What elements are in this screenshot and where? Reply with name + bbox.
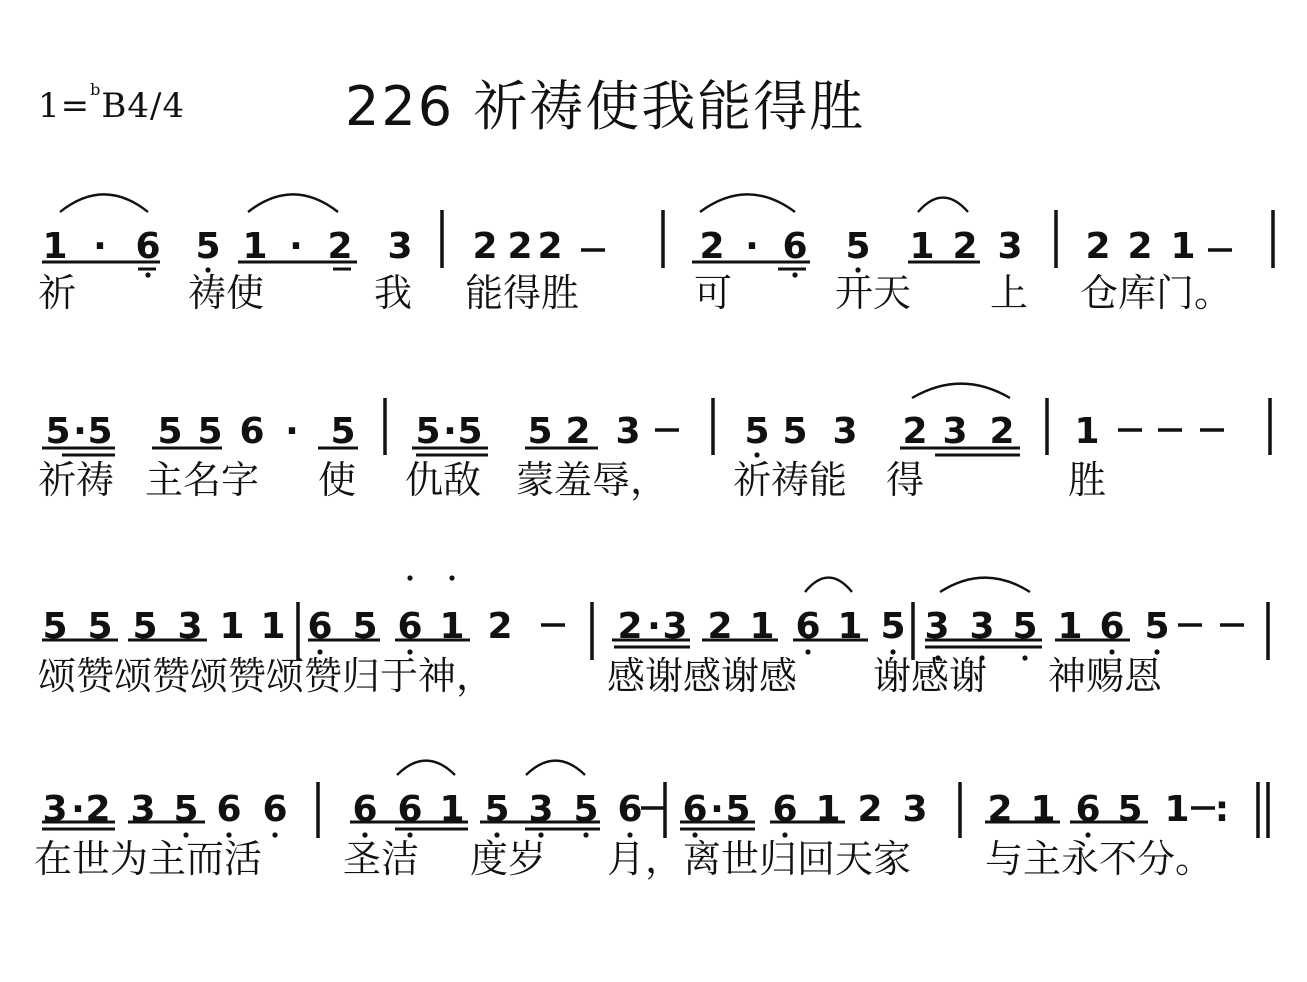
note-glyph: 3 [615,411,641,452]
note-glyph: 3 [997,226,1023,267]
note-glyph: 6 [1075,789,1101,830]
note-glyph: 3 [130,789,156,830]
lyric-syllable: 圣洁 [343,837,420,881]
note-glyph: 1 [1030,789,1056,830]
note-glyph: 3 [924,606,950,647]
tie-arc [700,194,795,212]
lyric-syllable: 主名字 [145,458,260,502]
note-glyph: 5 [880,606,906,647]
lyric-syllable: 蒙羞辱， [516,458,669,502]
note-glyph: 3 [42,789,68,830]
note-glyph: 2 [987,789,1013,830]
note-glyph: 3 [662,606,688,647]
note-glyph: 2 [1085,226,1111,267]
lyric-syllable: 在世为主而活 [34,837,263,881]
note-glyph: 6 [397,789,423,830]
note-glyph: 5 [782,411,808,452]
lyric-syllable: 谢感谢 [873,654,988,698]
note-glyph: 5 [45,411,71,452]
octave-dot-low [792,272,797,277]
note-glyph: 5 [1012,606,1038,647]
note-glyph: 6 [262,789,288,830]
note-glyph: 6 [782,226,808,267]
note-glyph: 2 [1127,226,1153,267]
note-glyph: 2 [472,226,498,267]
note-glyph: 6 [307,606,333,647]
note-glyph: 1 [242,226,268,267]
note-glyph: 6 [135,226,161,267]
note-glyph: 1 [909,226,935,267]
note-glyph: 5 [330,411,356,452]
note-glyph: 6 [617,789,643,830]
note-glyph: 5 [484,789,510,830]
note-glyph: 1 [219,606,245,647]
note-glyph: 5 [725,789,751,830]
note-glyph: 1 [1074,411,1100,452]
tie-arc [805,578,852,592]
lyric-syllable: 胜 [1068,458,1107,502]
note-glyph: 5 [845,226,871,267]
lyric-syllable: 仇敌 [405,458,482,502]
note-glyph: : [1214,789,1230,830]
note-glyph: 5 [527,411,553,452]
tie-arc [940,578,1030,592]
note-glyph: 5 [87,411,113,452]
note-glyph: 5 [197,411,223,452]
tie-arc [526,761,585,775]
note-glyph: 5 [173,789,199,830]
note-glyph: 2 [565,411,591,452]
note-glyph: 2 [85,789,111,830]
note-glyph: · [745,226,759,267]
note-glyph: · [73,411,87,452]
note-glyph: 1 [1164,789,1190,830]
lyric-syllable: 颂赞颂赞颂赞颂赞归于神， [38,654,495,698]
note-glyph: 2 [537,226,563,267]
lyric-syllable: 月，离世归回天家 [607,837,912,881]
note-glyph: 6 [682,789,708,830]
lyric-syllable: 与主永不分。 [985,837,1214,881]
note-glyph: 5 [1117,789,1143,830]
lyric-syllable: 仓库门。 [1080,271,1233,315]
note-glyph: 1 [1170,226,1196,267]
note-glyph: 2 [617,606,643,647]
note-glyph: 3 [969,606,995,647]
lyric-syllable: 祈 [38,271,77,315]
lyric-syllable: 可 [694,271,733,315]
note-glyph: 1 [837,606,863,647]
note-glyph: · [71,789,85,830]
lyric-syllable: 开天 [835,271,912,315]
note-glyph: 6 [795,606,821,647]
lyric-syllable: 能得胜 [465,271,580,315]
note-glyph: 1 [260,606,286,647]
note-glyph: 3 [832,411,858,452]
note-glyph: 5 [457,411,483,452]
octave-dot-low [1022,655,1027,660]
lyric-syllable: 使 [318,458,357,502]
note-glyph: 2 [902,411,928,452]
note-glyph: 1 [439,789,465,830]
note-glyph: 2 [327,226,353,267]
note-glyph: 1 [42,226,68,267]
note-glyph: 5 [87,606,113,647]
note-glyph: 1 [749,606,775,647]
note-glyph: 2 [487,606,513,647]
lyric-syllable: 感谢感谢感 [607,654,798,698]
note-glyph: 5 [157,411,183,452]
note-glyph: 2 [857,789,883,830]
tie-arc [397,761,455,775]
note-glyph: · [93,226,107,267]
song-title: 226 祈祷使我能得胜 [345,75,866,138]
note-glyph: 1 [439,606,465,647]
tie-arc [918,198,968,212]
octave-dot-low [583,832,588,837]
note-glyph: 5 [195,226,221,267]
note-glyph: 6 [772,789,798,830]
note-glyph: 5 [42,606,68,647]
flat-sign: b [90,80,102,99]
note-glyph: 6 [352,789,378,830]
lyric-syllable: 得 [886,458,925,502]
lyric-syllable: 我 [374,271,413,315]
tie-arc [912,384,1010,398]
lyric-syllable: 祈祷能 [733,458,848,502]
note-glyph: 5 [573,789,599,830]
note-glyph: 5 [352,606,378,647]
note-glyph: 3 [177,606,203,647]
note-glyph: 1 [815,789,841,830]
tie-arc [60,194,148,212]
note-glyph: 2 [989,411,1015,452]
note-glyph: 2 [699,226,725,267]
octave-dot-high [407,575,412,580]
lyric-syllable: 上 [990,271,1029,315]
note-glyph: 3 [942,411,968,452]
note-glyph: · [443,411,457,452]
note-glyph: · [710,789,724,830]
lyric-syllable: 祷使 [188,271,265,315]
octave-dot-high [449,575,454,580]
note-glyph: 6 [216,789,242,830]
lyric-syllable: 度岁 [470,837,547,881]
note-glyph: · [647,606,661,647]
octave-dot-low [272,832,277,837]
note-glyph: 3 [528,789,554,830]
note-glyph: 1 [1057,606,1083,647]
note-glyph: 6 [1099,606,1125,647]
lyric-syllable: 神赐恩 [1048,654,1163,698]
note-glyph: 3 [387,226,413,267]
note-glyph: 3 [902,789,928,830]
note-glyph: 5 [415,411,441,452]
octave-dot-low [805,649,810,654]
note-glyph: 6 [239,411,265,452]
note-glyph: 2 [707,606,733,647]
note-glyph: · [285,411,299,452]
note-glyph: 2 [507,226,533,267]
tie-arc [248,194,338,212]
note-glyph: · [289,226,303,267]
note-glyph: 2 [952,226,978,267]
note-glyph: 6 [397,606,423,647]
octave-dot-low [145,272,150,277]
note-glyph: 5 [132,606,158,647]
key-signature: 1=$^b$B4/4 [38,80,186,126]
note-glyph: 5 [1144,606,1170,647]
note-glyph: 5 [744,411,770,452]
lyric-syllable: 祈祷 [38,458,115,502]
